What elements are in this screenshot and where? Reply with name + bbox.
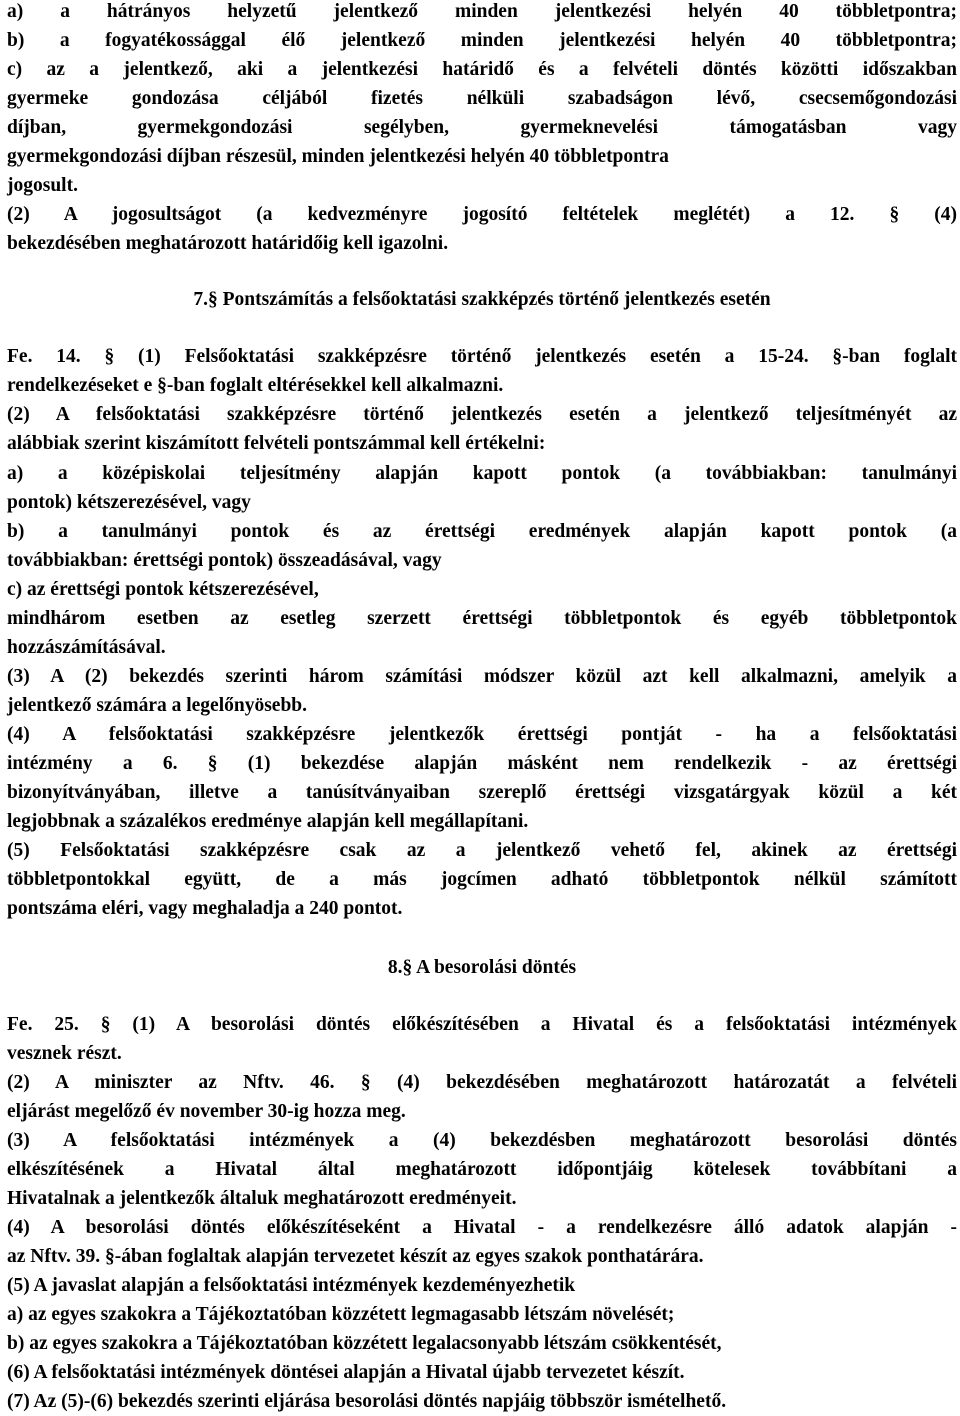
text-line: b) az egyes szakokra a Tájékoztatóban közzétett legalacsonyabb létszám csökkentését, (7, 1333, 722, 1354)
text-line: bizonyítványában, illetve a tanúsítványaiban szereplő érettségi vizsgatárgyak közül a két (7, 782, 957, 803)
text-line: (3) A felsőoktatási intézmények a (4) bekezdésben meghatározott besorolási döntés (7, 1130, 957, 1151)
heading-number: 8. (387, 957, 403, 978)
text-line: b) a fogyatékossággal élő jelentkező minden jelentkezési helyén 40 többletpontra; (7, 30, 957, 51)
text-line: jelentkező számára a legelőnyösebb. (7, 695, 308, 716)
text-line: (5) A javaslat alapján a felsőoktatási intézmények kezdeményezhetik (7, 1275, 576, 1296)
text-line: (2) A miniszter az Nftv. 46. § (4) bekezdésében meghatározott határozatát a felvételi (7, 1072, 957, 1093)
text-line: (7) Az (5)-(6) bekezdés szerinti eljárása besorolási döntés napjáig többször ismételhető. (7, 1391, 727, 1412)
text-line: hozzászámításával. (7, 637, 166, 658)
text-line: (2) A felsőoktatási szakképzésre történő jelentkezés esetén a jelentkező teljesítményét az (7, 404, 957, 425)
text-line: b) a tanulmányi pontok és az érettségi eredmények alapján kapott pontok (a (7, 521, 957, 542)
text-line: Fe. 14. § (1) Felsőoktatási szakképzésre történő jelentkezés esetén a 15-24. §-ban foglalt (7, 346, 957, 367)
text-line: elkészítésének a Hivatal által meghatározott időpontjáig kötelesek továbbítani a (7, 1159, 957, 1180)
text-line: pontszáma eléri, vagy meghaladja a 240 pontot. (7, 898, 403, 919)
text-line: c) az érettségi pontok kétszerezésével, (7, 579, 319, 600)
text-line: gyermeke gondozása céljából fizetés nélküli szabadságon lévő, csecsemőgondozási (7, 88, 957, 109)
section-heading-7 (7, 286, 957, 314)
heading-title: § A besorolási döntés (402, 957, 577, 978)
text-line: c) az a jelentkező, aki a jelentkezési határidő és a felvételi döntés közötti időszakban (7, 59, 957, 80)
text-line: a) a hátrányos helyzetű jelentkező minden jelentkezési helyén 40 többletpontra; (7, 1, 957, 22)
text-line: mindhárom esetben az esetleg szerzett érettségi többletpontok és egyéb többletpontok (7, 608, 957, 629)
text-line: a) a középiskolai teljesítmény alapján kapott pontok (a továbbiakban: tanulmányi (7, 463, 957, 484)
text-line: az Nftv. 39. §-ában foglaltak alapján tervezetet készít az egyes szakok ponthatárára. (7, 1246, 704, 1267)
text-line: jogosult. (7, 175, 78, 196)
section-heading-8 (7, 954, 957, 982)
text-line: (2) A jogosultságot (a kedvezményre jogosító feltételek meglétét) a 12. § (4) (7, 204, 957, 225)
text-line: (3) A (2) bekezdés szerinti három számítási módszer közül azt kell alkalmazni, amelyik a (7, 666, 957, 687)
text-line: a) az egyes szakokra a Tájékoztatóban közzétett legmagasabb létszám növelését; (7, 1304, 675, 1325)
text-line: eljárást megelőző év november 30-ig hozza meg. (7, 1101, 406, 1122)
heading-title: § Pontszámítás a felsőoktatási szakképzés történő jelentkezés esetén (207, 289, 771, 310)
text-line: rendelkezéseket e §-ban foglalt eltérésekkel kell alkalmazni. (7, 375, 504, 396)
text-line: vesznek részt. (7, 1043, 122, 1064)
text-line: Fe. 25. § (1) A besorolási döntés előkészítésében a Hivatal és a felsőoktatási intézmények (7, 1014, 957, 1035)
heading-number: 7. (193, 289, 208, 310)
text-line: gyermekgondozási díjban részesül, minden jelentkezési helyén 40 többletpontra (7, 146, 669, 167)
text-line: díjban, gyermekgondozási segélyben, gyermeknevelési támogatásban vagy (7, 117, 957, 138)
text-line: (5) Felsőoktatási szakképzésre csak az a jelentkező vehető fel, akinek az érettségi (7, 840, 957, 861)
text-line: (4) A felsőoktatási szakképzésre jelentkezők érettségi pontját - ha a felsőoktatási (7, 724, 957, 745)
text-line: bekezdésében meghatározott határidőig kell igazolni. (7, 233, 449, 254)
text-line: intézmény a 6. § (1) bekezdése alapján másként nem rendelkezik - az érettségi (7, 753, 957, 774)
text-line: többletpontokkal együtt, de a más jogcímen adható többletpontok nélkül számított (7, 869, 957, 890)
text-line: Hivatalnak a jelentkezők általuk meghatározott eredményeit. (7, 1188, 517, 1209)
text-line: (6) A felsőoktatási intézmények döntései alapján a Hivatal újabb tervezetet készít. (7, 1362, 685, 1383)
text-line: (4) A besorolási döntés előkészítéseként a Hivatal - a rendelkezésre álló adatok alapján - (7, 1217, 957, 1238)
text-line: továbbiakban: érettségi pontok) összeadásával, vagy (7, 550, 442, 571)
text-line: alábbiak szerint kiszámított felvételi pontszámmal kell értékelni: (7, 433, 546, 454)
text-line: pontok) kétszerezésével, vagy (7, 492, 251, 513)
text-line: legjobbnak a százalékos eredménye alapján kell megállapítani. (7, 811, 529, 832)
